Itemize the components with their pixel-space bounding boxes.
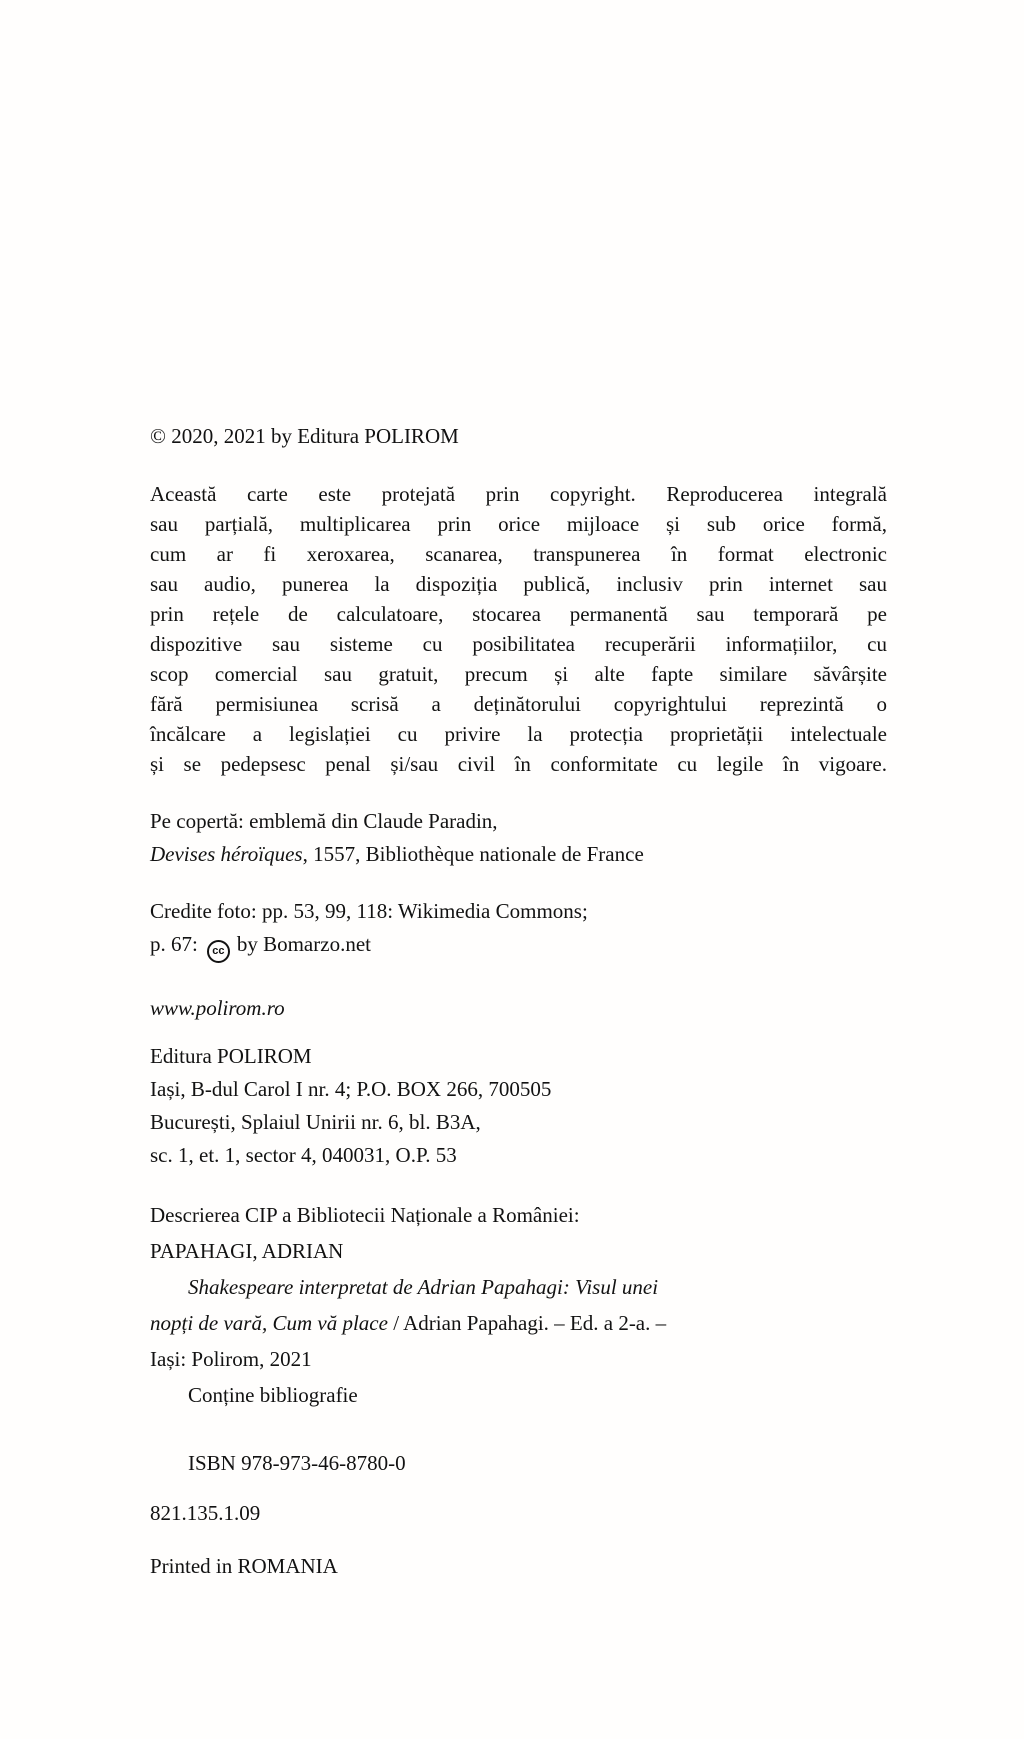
photo-credits-line1: Credite foto: pp. 53, 99, 118: Wikimedia Commons; <box>150 899 588 923</box>
legal-line: sau parțială, multiplicarea prin orice mijloace și sub orice formă, <box>150 512 887 536</box>
legal-line: fără permisiunea scrisă a deținătorului copyrightului reprezintă o <box>150 692 887 716</box>
legal-line: sau audio, punerea la dispoziția publică, inclusiv prin internet sau <box>150 572 887 596</box>
legal-line: prin rețele de calculatoare, stocarea permanentă sau temporară pe <box>150 602 887 626</box>
cover-credit-source: , 1557, Bibliothèque nationale de France <box>302 842 644 866</box>
legal-line: și se pedepsesc penal și/sau civil în conformitate cu legile în vigoare. <box>150 752 887 776</box>
cip-title-italic-part: nopți de vară, Cum vă place <box>150 1311 388 1335</box>
photo-credits-attribution: by Bomarzo.net <box>236 932 371 956</box>
photo-credits-page-ref: p. 67: <box>150 932 198 956</box>
legal-line: Această carte este protejată prin copyright. Reproducerea integrală <box>150 482 887 506</box>
legal-line: încălcare a legislației cu privire la protecția proprietății intelectuale <box>150 722 887 746</box>
cip-title-roman-part: / Adrian Papahagi. – Ed. a 2-a. – <box>387 1311 667 1335</box>
udc-classification: 821.135.1.09 <box>150 1501 261 1525</box>
cip-heading: Descrierea CIP a Bibliotecii Naționale a României: <box>150 1203 580 1227</box>
cip-title-line2 <box>150 1305 887 1341</box>
cip-title-line3: Iași: Polirom, 2021 <box>150 1347 312 1371</box>
legal-line: cum ar fi xeroxarea, scanarea, transpunerea în format electronic <box>150 542 887 566</box>
publisher-name: Editura POLIROM <box>150 1044 312 1068</box>
page-content <box>150 420 887 1583</box>
cip-title-line1: Shakespeare interpretat de Adrian Papahagi: Visul unei <box>188 1275 659 1299</box>
publisher-address <box>150 1040 887 1172</box>
legal-line: dispozitive sau sisteme cu posibilitatea recuperării informațiilor, cu <box>150 632 887 656</box>
photo-credits <box>150 895 887 963</box>
photo-credits-line2 <box>150 928 887 963</box>
cip-author: PAPAHAGI, ADRIAN <box>150 1239 344 1263</box>
cover-credit-work-title: Devises héroïques <box>150 842 303 866</box>
creative-commons-icon: cc <box>207 940 230 963</box>
cover-credit <box>150 805 887 871</box>
publisher-website: www.polirom.ro <box>150 996 285 1020</box>
legal-line: scop comercial sau gratuit, precum și alte fapte similare săvârșite <box>150 662 887 686</box>
printed-in-line: Printed in ROMANIA <box>150 1554 338 1578</box>
cip-description <box>150 1197 887 1413</box>
isbn-line: ISBN 978-973-46-8780-0 <box>188 1451 406 1475</box>
copyright-notice: © 2020, 2021 by Editura POLIROM <box>150 424 459 448</box>
cip-bibliography-note: Conține bibliografie <box>188 1383 358 1407</box>
publisher-address-bucuresti: București, Splaiul Unirii nr. 6, bl. B3A, <box>150 1110 481 1134</box>
legal-paragraph <box>150 479 887 779</box>
publisher-address-detail: sc. 1, et. 1, sector 4, 040031, O.P. 53 <box>150 1143 457 1167</box>
cover-credit-line2 <box>150 838 887 871</box>
publisher-address-iasi: Iași, B-dul Carol I nr. 4; P.O. BOX 266, 700505 <box>150 1077 552 1101</box>
cover-credit-line1: Pe copertă: emblemă din Claude Paradin, <box>150 809 498 833</box>
